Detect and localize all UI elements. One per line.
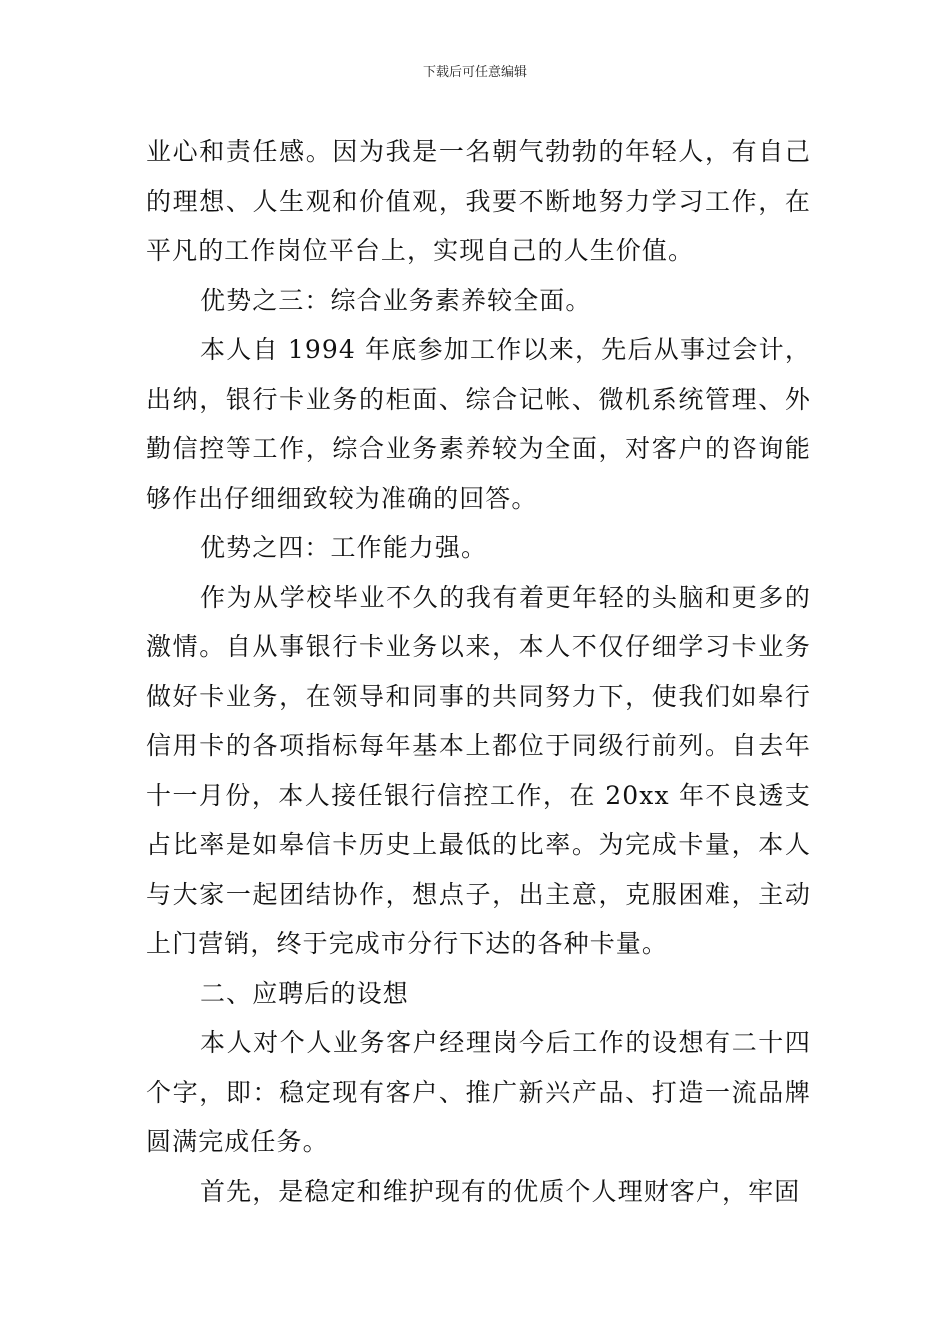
paragraph-plan: 本人对个人业务客户经理岗今后工作的设想有二十四个字，即：稳定现有客户、推广新兴产品、打造一流品牌圆满完成任务。 xyxy=(146,1028,811,1156)
paragraph-continuation: 业心和责任感。因为我是一名朝气勃勃的年轻人，有自己的理想、人生观和价值观，我要不断地努力学习工作，在平凡的工作岗位平台上，实现自己的人生价值。 xyxy=(146,137,811,265)
page-header: 下载后可任意编辑 xyxy=(422,65,527,80)
heading-section-two: 二、应聘后的设想 xyxy=(200,978,409,1008)
paragraph-experience: 本人自 1994 年底参加工作以来，先后从事过会计，出纳，银行卡业务的柜面、综合记帐、微机系统管理、外勤信控等工作，综合业务素养较为全面，对客户的咨询能够作出仔细细致较为准确的回答。 xyxy=(146,335,811,513)
heading-advantage-four: 优势之四：工作能力强。 xyxy=(200,533,488,562)
document-body xyxy=(146,127,811,1216)
heading-advantage-three: 优势之三：综合业务素养较全面。 xyxy=(200,285,592,315)
paragraph-ability: 作为从学校毕业不久的我有着更年轻的头脑和更多的激情。自从事银行卡业务以来，本人不仅仔细学习卡业务做好卡业务，在领导和同事的共同努力下，使我们如皋行信用卡的各项指标每年基本上都位于同级行前列。自去年十一月份，本人接任银行信控工作，在 20xx 年不良透支占比率是如皋信卡历史上最低的比率。为完成卡量，本人与大家一起团结协作，想点子，出主意，克服困难，主动上门营销，终于完成市分行下达的各种卡量。 xyxy=(146,582,811,958)
paragraph-first: 首先，是稳定和维护现有的优质个人理财客户，牢固 xyxy=(200,1176,801,1206)
